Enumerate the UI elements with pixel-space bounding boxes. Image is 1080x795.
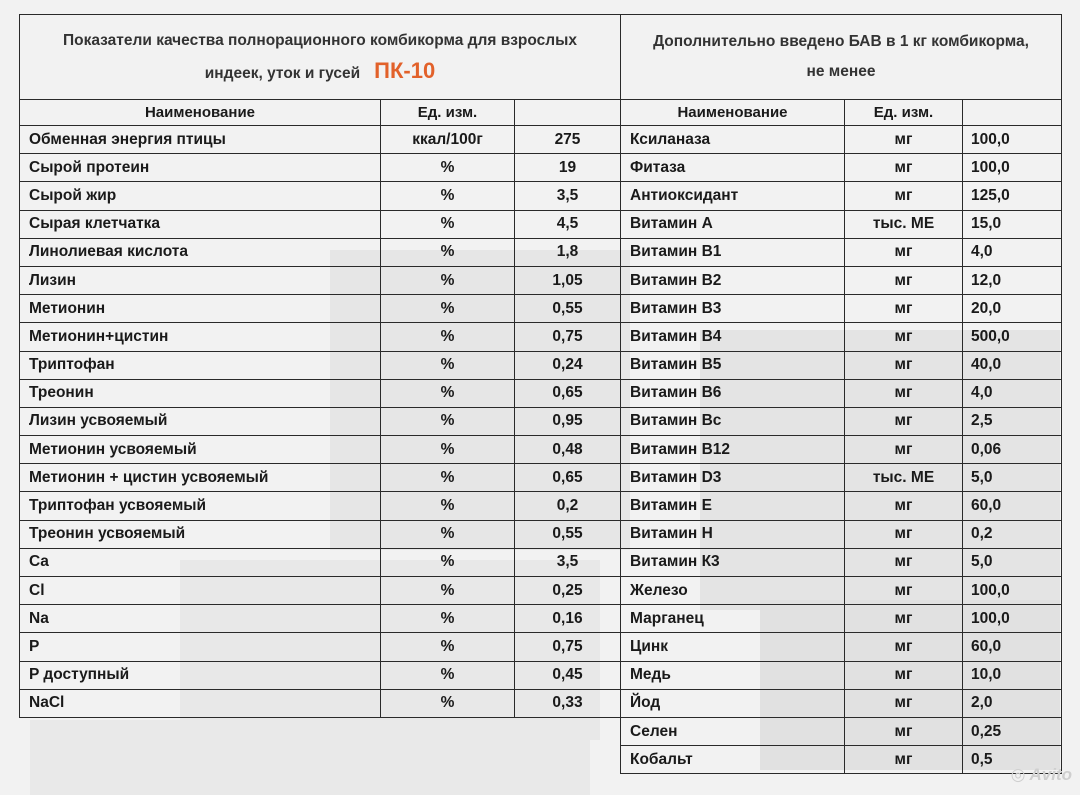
left-header-value (515, 100, 621, 126)
row-unit: % (381, 182, 515, 210)
product-code: ПК-10 (374, 57, 436, 83)
row-name: Витамин В1 (621, 238, 845, 266)
row-unit: мг (845, 126, 963, 154)
row-name: Cl (20, 577, 381, 605)
row-value: 2,0 (963, 689, 1062, 717)
right-table (620, 14, 1062, 774)
row-value: 20,0 (963, 295, 1062, 323)
right-header-value (963, 100, 1062, 126)
row-value: 4,0 (963, 238, 1062, 266)
table-row (621, 436, 1062, 464)
row-name: Витамин Н (621, 520, 845, 548)
row-value: 275 (515, 126, 621, 154)
right-title-line2: не менее (806, 63, 876, 80)
table-row (621, 492, 1062, 520)
table-row (20, 436, 621, 464)
table-row (20, 492, 621, 520)
row-name: Сырая клетчатка (20, 210, 381, 238)
row-unit: тыс. МЕ (845, 464, 963, 492)
row-unit: мг (845, 351, 963, 379)
table-row (621, 548, 1062, 576)
row-value: 100,0 (963, 126, 1062, 154)
table-row (20, 182, 621, 210)
row-name: Цинк (621, 633, 845, 661)
table-row (621, 746, 1062, 774)
row-name: Лизин усвояемый (20, 407, 381, 435)
row-name: Na (20, 605, 381, 633)
row-unit: % (381, 520, 515, 548)
row-value: 10,0 (963, 661, 1062, 689)
row-unit: мг (845, 689, 963, 717)
table-row (20, 548, 621, 576)
table-row (20, 633, 621, 661)
row-name: Витамин В5 (621, 351, 845, 379)
row-unit: ккал/100г (381, 126, 515, 154)
row-value: 0,55 (515, 520, 621, 548)
row-unit: % (381, 548, 515, 576)
row-unit: мг (845, 661, 963, 689)
row-name: NaCl (20, 689, 381, 717)
right-header-unit: Ед. изм. (845, 100, 963, 126)
row-unit: % (381, 464, 515, 492)
row-name: Витамин А (621, 210, 845, 238)
row-unit: мг (845, 492, 963, 520)
row-value: 125,0 (963, 182, 1062, 210)
table-row (20, 154, 621, 182)
row-name: Метионин + цистин усвояемый (20, 464, 381, 492)
row-unit: % (381, 436, 515, 464)
table-row (20, 351, 621, 379)
row-value: 15,0 (963, 210, 1062, 238)
row-value: 100,0 (963, 605, 1062, 633)
row-value: 1,8 (515, 238, 621, 266)
table-row (621, 464, 1062, 492)
row-name: Кобальт (621, 746, 845, 774)
table-row (20, 379, 621, 407)
row-value: 3,5 (515, 548, 621, 576)
row-value: 60,0 (963, 492, 1062, 520)
table-row (621, 379, 1062, 407)
row-name: Витамин В2 (621, 266, 845, 294)
row-unit: % (381, 689, 515, 717)
row-unit: мг (845, 379, 963, 407)
row-unit: мг (845, 182, 963, 210)
row-name: Треонин усвояемый (20, 520, 381, 548)
right-panel (620, 14, 1062, 774)
row-unit: мг (845, 266, 963, 294)
row-name: Метионин (20, 295, 381, 323)
table-row (20, 689, 621, 717)
table-row (20, 210, 621, 238)
table-row (20, 238, 621, 266)
row-name: Антиоксидант (621, 182, 845, 210)
row-name: Сырой жир (20, 182, 381, 210)
left-title-line2: индеек, уток и гусей (204, 64, 361, 82)
table-row (20, 520, 621, 548)
row-unit: % (381, 492, 515, 520)
row-value: 0,5 (963, 746, 1062, 774)
table-row (20, 266, 621, 294)
row-name: Ксиланаза (621, 126, 845, 154)
row-value: 60,0 (963, 633, 1062, 661)
row-value: 0,2 (963, 520, 1062, 548)
row-unit: мг (845, 323, 963, 351)
table-row (621, 323, 1062, 351)
left-table (19, 14, 621, 718)
row-unit: % (381, 154, 515, 182)
row-value: 500,0 (963, 323, 1062, 351)
row-unit: % (381, 210, 515, 238)
row-name: Марганец (621, 605, 845, 633)
row-name: P (20, 633, 381, 661)
row-value: 40,0 (963, 351, 1062, 379)
row-name: Витамин К3 (621, 548, 845, 576)
row-unit: тыс. МЕ (845, 210, 963, 238)
avito-watermark (1011, 765, 1072, 785)
right-header-name: Наименование (621, 100, 845, 126)
row-value: 100,0 (963, 154, 1062, 182)
table-row (621, 577, 1062, 605)
row-unit: % (381, 351, 515, 379)
table-row (621, 351, 1062, 379)
row-value: 0,16 (515, 605, 621, 633)
row-value: 0,2 (515, 492, 621, 520)
row-unit: мг (845, 154, 963, 182)
table-row (621, 182, 1062, 210)
row-name: Лизин (20, 266, 381, 294)
row-value: 0,24 (515, 351, 621, 379)
table-row (20, 126, 621, 154)
row-value: 0,75 (515, 323, 621, 351)
table-row (621, 689, 1062, 717)
table-row (621, 605, 1062, 633)
table-row (621, 266, 1062, 294)
row-value: 0,25 (963, 717, 1062, 745)
row-name: Витамин Е (621, 492, 845, 520)
row-unit: мг (845, 717, 963, 745)
row-unit: мг (845, 577, 963, 605)
row-name: Витамин D3 (621, 464, 845, 492)
row-value: 0,48 (515, 436, 621, 464)
table-row (621, 633, 1062, 661)
row-name: Треонин (20, 379, 381, 407)
left-title-line1: Показатели качества полнорационного комбикорма для взрослых (63, 31, 577, 49)
left-title (20, 15, 621, 100)
row-value: 4,0 (963, 379, 1062, 407)
table-row (621, 154, 1062, 182)
row-value: 0,65 (515, 379, 621, 407)
row-name: Ca (20, 548, 381, 576)
row-unit: мг (845, 605, 963, 633)
row-name: Линолиевая кислота (20, 238, 381, 266)
row-name: Сырой протеин (20, 154, 381, 182)
row-value: 4,5 (515, 210, 621, 238)
row-value: 2,5 (963, 407, 1062, 435)
row-unit: % (381, 605, 515, 633)
right-title-line1: Дополнительно введено БАВ в 1 кг комбикорма, (653, 33, 1029, 50)
row-name: Обменная энергия птицы (20, 126, 381, 154)
row-value: 3,5 (515, 182, 621, 210)
row-unit: мг (845, 238, 963, 266)
row-unit: % (381, 633, 515, 661)
row-value: 100,0 (963, 577, 1062, 605)
table-row (20, 295, 621, 323)
row-unit: мг (845, 520, 963, 548)
row-value: 19 (515, 154, 621, 182)
row-value: 0,45 (515, 661, 621, 689)
watermark-text: Avito (1029, 765, 1072, 784)
row-value: 5,0 (963, 464, 1062, 492)
row-value: 0,25 (515, 577, 621, 605)
table-row (20, 407, 621, 435)
row-name: Фитаза (621, 154, 845, 182)
table-row (20, 323, 621, 351)
row-name: Витамин В6 (621, 379, 845, 407)
row-value: 0,33 (515, 689, 621, 717)
row-unit: % (381, 295, 515, 323)
table-row (621, 717, 1062, 745)
row-name: Медь (621, 661, 845, 689)
row-unit: мг (845, 295, 963, 323)
row-name: Триптофан усвояемый (20, 492, 381, 520)
row-value: 1,05 (515, 266, 621, 294)
table-row (20, 661, 621, 689)
table-row (20, 577, 621, 605)
left-header-unit: Ед. изм. (381, 100, 515, 126)
row-value: 0,65 (515, 464, 621, 492)
row-name: Метионин+цистин (20, 323, 381, 351)
row-value: 0,95 (515, 407, 621, 435)
table-row (621, 126, 1062, 154)
row-name: Железо (621, 577, 845, 605)
row-unit: мг (845, 746, 963, 774)
table-row (621, 661, 1062, 689)
row-name: Селен (621, 717, 845, 745)
row-name: P доступный (20, 661, 381, 689)
table-row (621, 520, 1062, 548)
row-name: Триптофан (20, 351, 381, 379)
row-unit: % (381, 407, 515, 435)
row-value: 5,0 (963, 548, 1062, 576)
row-value: 0,06 (963, 436, 1062, 464)
row-unit: % (381, 661, 515, 689)
table-row (20, 605, 621, 633)
table-row (621, 295, 1062, 323)
avito-logo-icon: ◎ (1010, 765, 1026, 784)
row-unit: мг (845, 633, 963, 661)
row-name: Витамин Вс (621, 407, 845, 435)
row-value: 12,0 (963, 266, 1062, 294)
table-row (621, 210, 1062, 238)
row-unit: % (381, 577, 515, 605)
row-value: 0,55 (515, 295, 621, 323)
row-unit: % (381, 323, 515, 351)
row-unit: % (381, 379, 515, 407)
row-unit: мг (845, 436, 963, 464)
row-unit: мг (845, 407, 963, 435)
left-header-name: Наименование (20, 100, 381, 126)
row-unit: мг (845, 548, 963, 576)
left-panel (19, 14, 621, 718)
row-value: 0,75 (515, 633, 621, 661)
table-row (621, 238, 1062, 266)
row-name: Витамин В3 (621, 295, 845, 323)
row-name: Метионин усвояемый (20, 436, 381, 464)
row-name: Йод (621, 689, 845, 717)
row-name: Витамин В12 (621, 436, 845, 464)
table-row (621, 407, 1062, 435)
row-unit: % (381, 238, 515, 266)
row-name: Витамин В4 (621, 323, 845, 351)
row-unit: % (381, 266, 515, 294)
table-row (20, 464, 621, 492)
right-title (621, 15, 1062, 100)
